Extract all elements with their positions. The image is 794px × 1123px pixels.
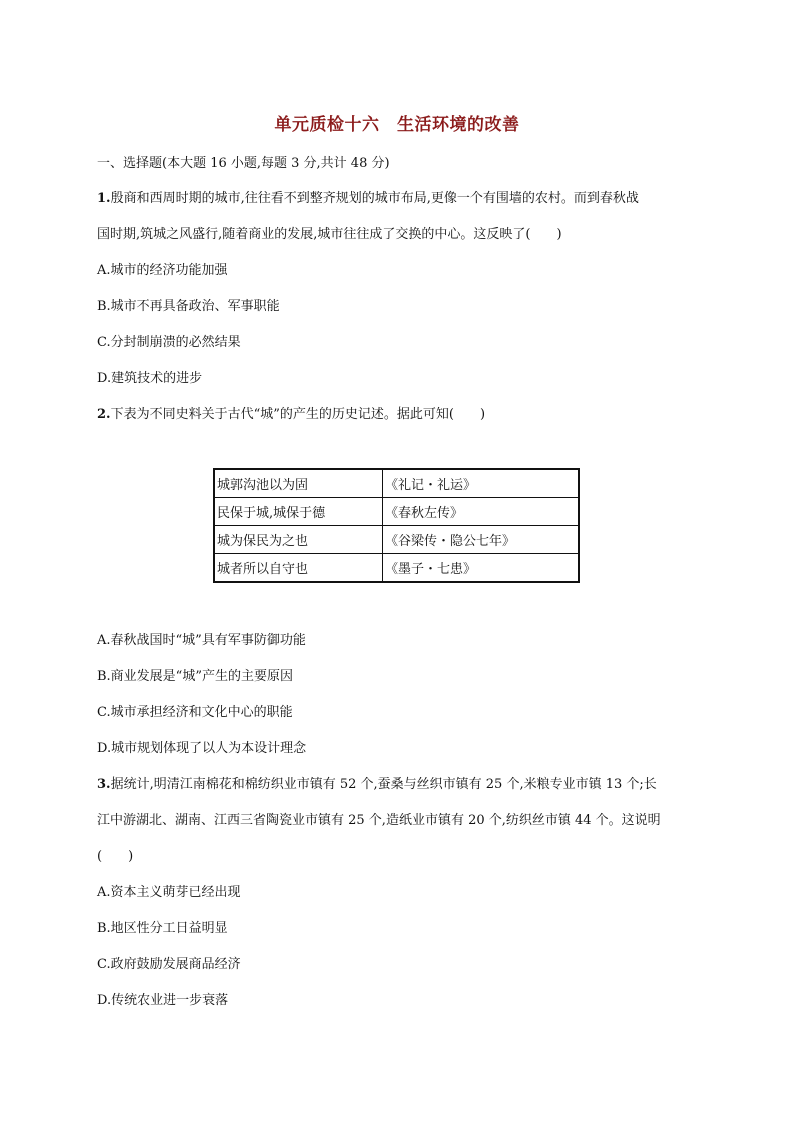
page-title: 单元质检十六 生活环境的改善	[274, 115, 520, 135]
table-cell-quote: 城郭沟池以为固	[214, 469, 383, 498]
question-2-option-a: A.春秋战国时“城”具有军事防御功能	[97, 633, 306, 648]
table-cell-source: 《谷梁传・隐公七年》	[383, 526, 580, 554]
question-3-option-a: A.资本主义萌芽已经出现	[97, 885, 241, 900]
table-cell-source: 《礼记・礼运》	[383, 469, 580, 498]
question-1-option-b: B.城市不再具备政治、军事职能	[97, 299, 280, 314]
question-3-text-3: ( )	[97, 849, 134, 864]
question-3-text-2: 江中游湖北、湖南、江西三省陶瓷业市镇有 25 个,造纸业市镇有 20 个,纺织丝市镇 44 个。这说明	[97, 813, 661, 828]
table-cell-quote: 民保于城,城保于德	[214, 498, 383, 526]
table-cell-source: 《春秋左传》	[383, 498, 580, 526]
question-2-text-1: 下表为不同史料关于古代“城”的产生的历史记述。据此可知( )	[110, 407, 486, 422]
table-row	[214, 469, 579, 498]
question-3-line-1	[97, 776, 657, 794]
table-cell-quote: 城为保民为之也	[214, 526, 383, 554]
question-1-line-1	[97, 190, 639, 208]
question-2-option-b: B.商业发展是“城”产生的主要原因	[97, 669, 293, 684]
question-1-text-2: 国时期,筑城之风盛行,随着商业的发展,城市往往成了交换的中心。这反映了( )	[97, 227, 562, 242]
question-3-text-1: 据统计,明清江南棉花和棉纺织业市镇有 52 个,蚕桑与丝织市镇有 25 个,米粮专业市镇 13 个;长	[110, 777, 657, 792]
question-1-option-d: D.建筑技术的进步	[97, 371, 203, 386]
question-1-number: 1.	[97, 191, 111, 206]
table-row	[214, 526, 579, 554]
question-2-number: 2.	[97, 407, 111, 422]
question-2-line-1	[97, 406, 485, 424]
question-2-option-d: D.城市规划体现了以人为本设计理念	[97, 741, 307, 756]
question-1-text-1: 殷商和西周时期的城市,往往看不到整齐规划的城市布局,更像一个有围墙的农村。而到春秋战	[110, 191, 639, 206]
table-row	[214, 498, 579, 526]
question-3-option-d: D.传统农业进一步衰落	[97, 993, 229, 1008]
question-3-number: 3.	[97, 777, 111, 792]
source-table	[213, 468, 580, 583]
question-1-option-a: A.城市的经济功能加强	[97, 263, 228, 278]
question-3-option-c: C.政府鼓励发展商品经济	[97, 957, 241, 972]
table-cell-quote: 城者所以自守也	[214, 554, 383, 583]
table-cell-source: 《墨子・七患》	[383, 554, 580, 583]
section-heading: 一、选择题(本大题 16 小题,每题 3 分,共计 48 分)	[97, 156, 390, 171]
question-2-option-c: C.城市承担经济和文化中心的职能	[97, 705, 293, 720]
question-1-option-c: C.分封制崩溃的必然结果	[97, 335, 241, 350]
question-3-option-b: B.地区性分工日益明显	[97, 921, 228, 936]
table-row	[214, 554, 579, 583]
